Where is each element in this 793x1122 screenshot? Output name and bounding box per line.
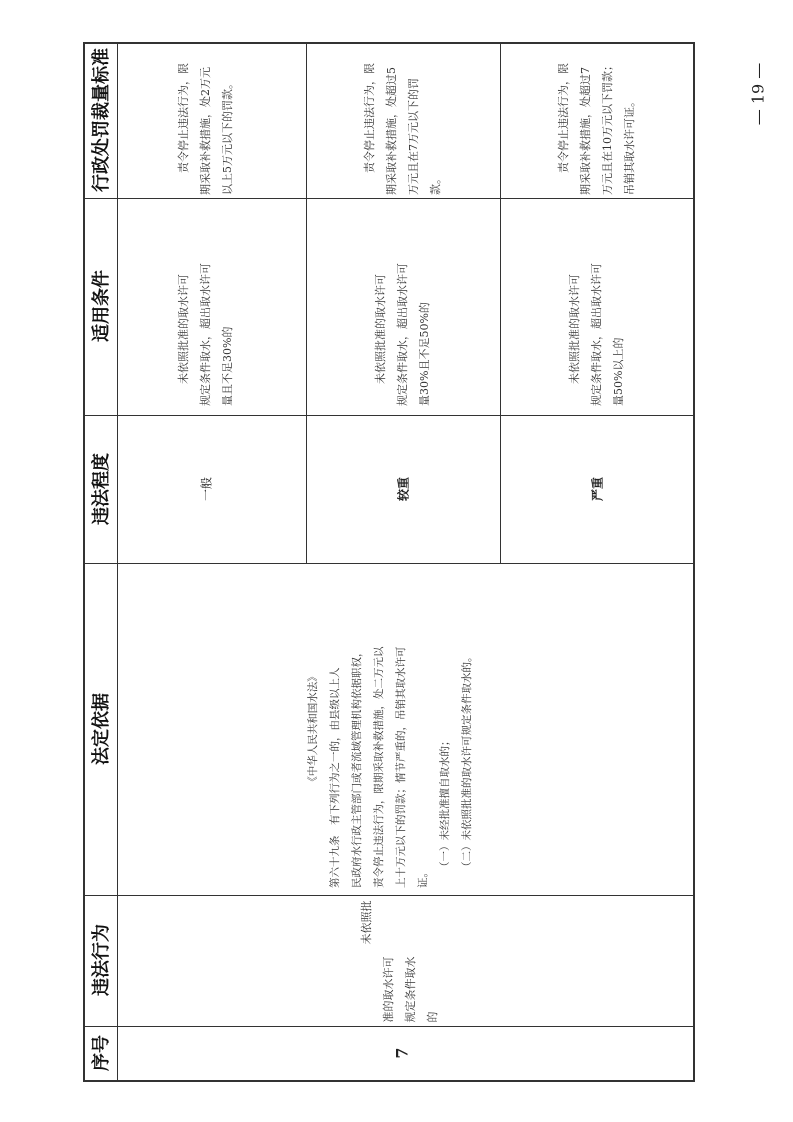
behavior-line: 规定条件取水 (404, 956, 417, 1023)
legal-line: （二）未依照批准的取水许可规定条件取水的。 (461, 651, 473, 872)
conditions-general (173, 206, 239, 406)
condition-line: 未依照批准的取水许可 (568, 274, 581, 384)
condition-line: 量50%以上的 (612, 337, 625, 406)
penalty-line: 万元且在10万元以下罚款； (601, 60, 614, 195)
row-divider-2 (500, 42, 501, 563)
header-conditions: 适用条件 (91, 270, 112, 342)
header-behavior: 违法行为 (91, 924, 112, 996)
legal-line: 证。 (417, 867, 429, 888)
penalty-line: 责令停止违法行为，限 (557, 63, 570, 173)
penalty-line: 期采取补救措施，处2万元 (199, 67, 212, 195)
divider-severity-conditions (83, 415, 695, 416)
table-border-top (83, 42, 695, 44)
header-penalty-standard: 行政处罚裁量标准 (91, 48, 112, 192)
row-legal-basis (302, 570, 478, 888)
row-behavior (356, 898, 444, 1023)
legal-line: 上十万元以下的罚款；情节严重的，吊销其取水许可 (395, 646, 407, 888)
header-severity: 违法程度 (91, 453, 112, 525)
legal-line: 第六十九条 有下列行为之一的，由县级以上人 (329, 667, 341, 888)
divider-conditions-penalty (83, 198, 695, 199)
header-legal-basis: 法定依据 (91, 693, 112, 765)
penalty-line: 责令停止违法行为，限 (363, 63, 376, 173)
condition-line: 规定条件取水，超出取水许可 (396, 263, 409, 406)
page-number: — 19 — (748, 62, 768, 126)
condition-line: 量且不足30%的 (221, 326, 234, 406)
divider-basis-severity (83, 563, 695, 564)
severity-general: 一般 (199, 476, 214, 502)
legal-line: 《中华人民共和国水法》 (307, 671, 319, 787)
conditions-severe (564, 206, 630, 406)
penalty-severe (553, 45, 641, 195)
behavior-line: 的 (426, 1011, 439, 1023)
behavior-line: 准的取水许可 (382, 956, 395, 1023)
condition-line: 规定条件取水，超出取水许可 (590, 263, 603, 406)
penalty-line: 款。 (429, 173, 442, 195)
condition-line: 量30%且不足50%的 (418, 302, 431, 406)
penalty-line: 期采取补救措施，处超过7 (579, 67, 592, 195)
severity-serious: 较重 (396, 476, 411, 502)
row-divider-1 (306, 42, 307, 563)
conditions-serious (370, 206, 436, 406)
penalty-general (173, 45, 239, 195)
severity-severe: 严重 (590, 476, 605, 502)
penalty-serious (359, 45, 447, 195)
table-border-bottom (83, 1080, 695, 1082)
condition-line: 未依照批准的取水许可 (374, 274, 387, 384)
legal-line: 民政府水行政主管部门或者流域管理机构依据职权， (351, 646, 363, 888)
penalty-line: 责令停止违法行为，限 (177, 63, 190, 173)
penalty-line: 万元且在7万元以下的罚 (407, 78, 420, 195)
penalty-line: 吊销其取水许可证。 (623, 96, 636, 195)
legal-line: （一）未经批准擅自取水的； (439, 735, 451, 872)
condition-line: 未依照批准的取水许可 (177, 274, 190, 384)
condition-line: 规定条件取水，超出取水许可 (199, 263, 212, 406)
legal-line: 责令停止违法行为，限期采取补救措施，处二万元以 (373, 646, 385, 888)
behavior-line: 未依照批 (360, 900, 373, 945)
penalty-line: 以上5万元以下的罚款。 (221, 78, 234, 195)
penalty-line: 期采取补救措施，处超过5 (385, 67, 398, 195)
divider-seq-behavior (83, 1026, 695, 1027)
row-seq: 7 (392, 1047, 412, 1059)
header-seq: 序号 (91, 1035, 112, 1071)
divider-behavior-basis (83, 895, 695, 896)
